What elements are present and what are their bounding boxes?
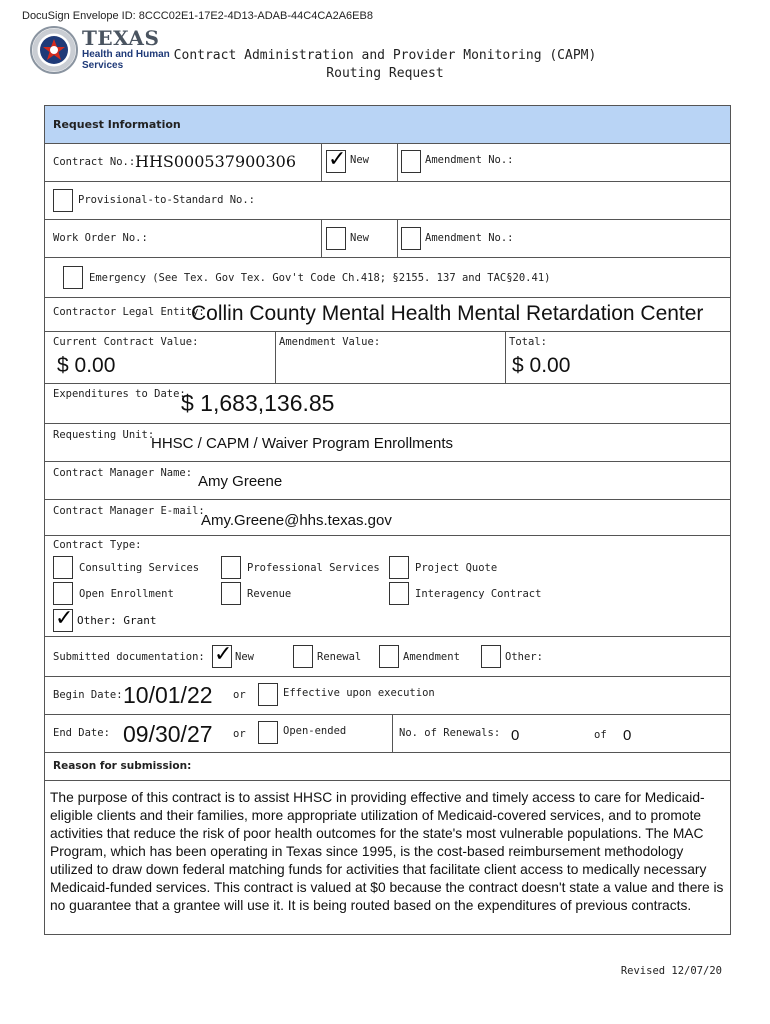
provisional-label: Provisional-to-Standard No.: <box>78 194 256 206</box>
contract-new-label: New <box>350 154 369 166</box>
checkmark-icon: ✓ <box>55 606 74 631</box>
manager-email-row <box>45 500 730 536</box>
manager-name-value[interactable]: Amy Greene <box>198 473 283 490</box>
divider <box>505 332 506 383</box>
total-value[interactable]: $ 0.00 <box>512 354 571 377</box>
professional-services-checkbox[interactable] <box>221 556 241 579</box>
total-label: Total: <box>509 336 547 348</box>
checkmark-icon: ✓ <box>328 147 347 172</box>
reason-label-row <box>45 753 730 781</box>
legal-entity-label: Contractor Legal Entity: <box>53 306 205 318</box>
provisional-row <box>45 182 730 220</box>
contract-amendment-checkbox[interactable] <box>401 150 421 173</box>
project-quote-label: Project Quote <box>415 562 498 574</box>
provisional-checkbox[interactable] <box>53 189 73 212</box>
submitted-documentation-label: Submitted documentation: <box>53 651 205 663</box>
renewals-label: No. of Renewals: <box>399 727 501 739</box>
work-order-row <box>45 220 730 258</box>
contract-new-checkbox[interactable] <box>326 147 347 173</box>
submitted-new-checkbox[interactable] <box>212 642 233 668</box>
reason-text[interactable]: The purpose of this contract is to assist HHSC in providing effective and timely access to care for Medicaid-eligible clients and their families, more appropriate utilization of Medicaid-covered services, and to promote activities that reduce the risk of poor health outcomes for the state's most vulnerable populations. The MAC Program, which has been operating in Texas since 1995, is the cost-based reimbursement methodology utilized to draw down federal matching funds for activities that facilitate client access to medically necessary Medicaid-funded services. This contract is valued at $0 because the contract doesn't state a value and there is no guarantee that a grantee will use it. It is being routed based on the expenditures of previous contracts. <box>50 790 724 913</box>
requesting-unit-label: Requesting Unit: <box>53 429 155 441</box>
manager-name-label: Contract Manager Name: <box>53 467 193 479</box>
submitted-other-checkbox[interactable] <box>481 645 501 668</box>
other-grant-label: Other: Grant <box>77 614 157 627</box>
contract-type-label: Contract Type: <box>53 539 142 551</box>
contract-amendment-label: Amendment No.: <box>425 154 514 166</box>
manager-name-row <box>45 462 730 500</box>
texas-seal-icon <box>30 26 78 74</box>
professional-services-label: Professional Services <box>247 562 380 574</box>
contract-label: Contract No.: <box>53 156 136 168</box>
effective-upon-execution-checkbox[interactable] <box>258 683 278 706</box>
begin-date-row <box>45 677 730 715</box>
expenditures-row <box>45 384 730 424</box>
renewals-total[interactable]: 0 <box>623 727 632 744</box>
contract-number[interactable]: HHS000537900306 <box>135 152 297 171</box>
reason-text-box <box>45 781 730 936</box>
work-order-amendment-checkbox[interactable] <box>401 227 421 250</box>
contract-row <box>45 144 730 182</box>
requesting-unit-row <box>45 424 730 462</box>
other-grant-checkbox[interactable] <box>53 606 74 632</box>
requesting-unit-value[interactable]: HHSC / CAPM / Waiver Program Enrollments <box>151 435 454 452</box>
amendment-value-label: Amendment Value: <box>279 336 381 348</box>
open-ended-checkbox[interactable] <box>258 721 278 744</box>
submitted-other-label: Other: <box>505 651 543 663</box>
begin-date-label: Begin Date: <box>53 689 123 701</box>
reason-label: Reason for submission: <box>53 760 192 772</box>
request-info-header <box>45 106 730 144</box>
submitted-new-label: New <box>235 651 254 663</box>
revenue-label: Revenue <box>247 588 292 600</box>
renewals-of-label: of <box>594 729 607 741</box>
begin-date-value[interactable]: 10/01/22 <box>123 682 213 708</box>
work-order-new-label: New <box>350 232 369 244</box>
checkmark-icon: ✓ <box>214 642 233 667</box>
submitted-documentation-row <box>45 637 730 677</box>
logo-line-2: Health and Human <box>82 49 170 60</box>
effective-upon-execution-label: Effective upon execution <box>283 687 435 699</box>
current-value[interactable]: $ 0.00 <box>57 354 116 377</box>
open-enrollment-checkbox[interactable] <box>53 582 73 605</box>
divider <box>392 715 393 752</box>
submitted-renewal-checkbox[interactable] <box>293 645 313 668</box>
page-subtitle: Routing Request <box>326 66 444 81</box>
work-order-new-checkbox[interactable] <box>326 227 346 250</box>
contract-values-row <box>45 332 730 384</box>
end-date-label: End Date: <box>53 727 110 739</box>
submitted-amendment-checkbox[interactable] <box>379 645 399 668</box>
logo-texas: TEXAS <box>82 26 160 50</box>
legal-entity-row <box>45 298 730 332</box>
page-title: Contract Administration and Provider Monitoring (CAPM) <box>173 48 597 63</box>
envelope-id: DocuSign Envelope ID: 8CCC02E1-17E2-4D13-ADAB-44C4CA2A6EB8 <box>22 10 373 22</box>
current-value-label: Current Contract Value: <box>53 336 199 348</box>
open-enrollment-label: Open Enrollment <box>79 588 174 600</box>
manager-email-value[interactable]: Amy.Greene@hhs.texas.gov <box>201 512 392 529</box>
logo-line-3: Services <box>82 60 124 71</box>
contract-type-row <box>45 536 730 637</box>
emergency-label: Emergency (See Tex. Gov Tex. Gov't Code Ch.418; §2155. 137 and TAC§20.41) <box>89 272 551 284</box>
end-or-label: or <box>233 728 246 740</box>
submitted-renewal-label: Renewal <box>317 651 362 663</box>
begin-or-label: or <box>233 689 246 701</box>
interagency-contract-label: Interagency Contract <box>415 588 542 600</box>
legal-entity-value[interactable]: Collin County Mental Health Mental Retardation Center <box>191 302 704 325</box>
divider <box>397 220 398 257</box>
divider <box>321 220 322 257</box>
divider <box>275 332 276 383</box>
consulting-services-checkbox[interactable] <box>53 556 73 579</box>
manager-email-label: Contract Manager E-mail: <box>53 505 205 517</box>
revised-date: Revised 12/07/20 <box>620 965 722 977</box>
consulting-services-label: Consulting Services <box>79 562 200 574</box>
expenditures-label: Expenditures to Date: <box>53 388 186 400</box>
end-date-value[interactable]: 09/30/27 <box>123 721 213 747</box>
work-order-amendment-label: Amendment No.: <box>425 232 514 244</box>
divider <box>321 144 322 181</box>
hhs-logo <box>30 26 180 82</box>
revenue-checkbox[interactable] <box>221 582 241 605</box>
section-title: Request Information <box>53 118 181 131</box>
end-date-row <box>45 715 730 753</box>
interagency-contract-checkbox[interactable] <box>389 582 409 605</box>
emergency-checkbox[interactable] <box>63 266 83 289</box>
submitted-amendment-label: Amendment <box>403 651 460 663</box>
routing-form <box>44 105 731 935</box>
renewals-count[interactable]: 0 <box>511 727 520 744</box>
work-order-label: Work Order No.: <box>53 232 148 244</box>
divider <box>397 144 398 181</box>
expenditures-value[interactable]: $ 1,683,136.85 <box>181 390 335 416</box>
open-ended-label: Open-ended <box>283 725 347 737</box>
project-quote-checkbox[interactable] <box>389 556 409 579</box>
emergency-row <box>45 258 730 298</box>
